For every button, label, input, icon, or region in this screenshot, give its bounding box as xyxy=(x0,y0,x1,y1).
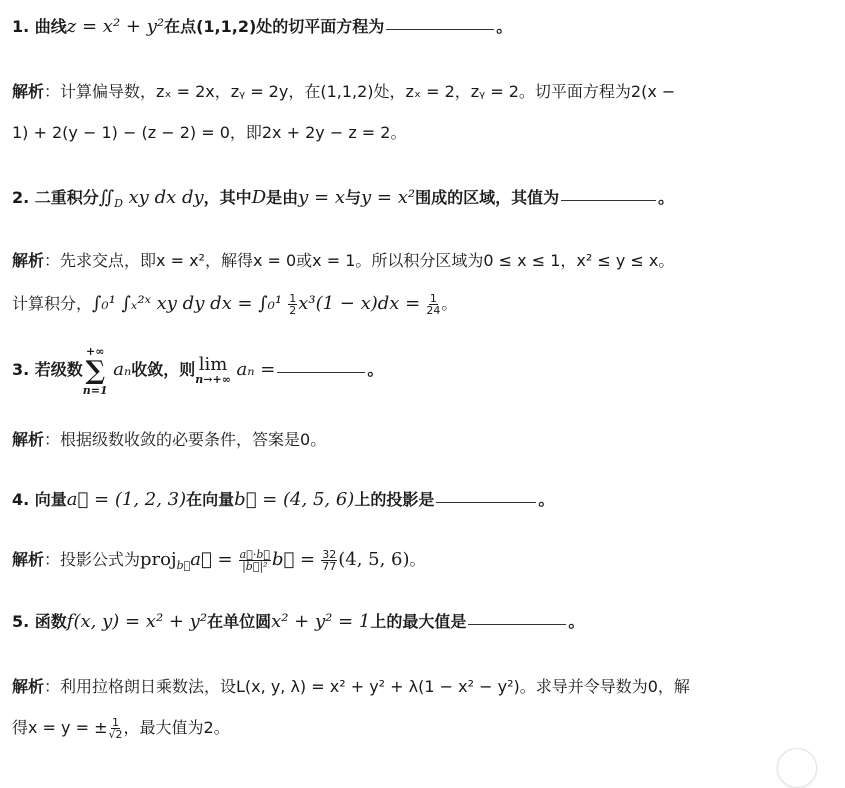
question-2-region-name: D xyxy=(251,187,267,208)
analysis-1-label: 解析 xyxy=(12,82,45,101)
integral-region: D xyxy=(114,197,123,210)
fraction-one-half xyxy=(288,293,297,316)
question-3-end: 。 xyxy=(367,360,384,379)
analysis-5-text-1: ：利用拉格朗日乘数法，设L(x, y, λ) = x² + y² + λ(1 − x² − y²)。求导并令导数为0，解 xyxy=(44,677,690,696)
question-2-text-1: ，其中 xyxy=(203,188,252,207)
question-1-text: 在点(1,1,2)处的切平面方程为 xyxy=(164,17,385,36)
question-1-end: 。 xyxy=(496,17,513,36)
vector-b: b⃗ = (4, 5, 6) xyxy=(234,489,355,510)
fraction-denominator: 24 xyxy=(426,304,441,317)
answer-blank-4 xyxy=(436,502,536,503)
answer-blank-5 xyxy=(468,624,566,625)
question-2-curve-1: y = x xyxy=(298,187,345,208)
sum-upper-limit: +∞ xyxy=(86,344,105,358)
analysis-5-line-1 xyxy=(12,675,690,699)
question-4 xyxy=(12,488,554,512)
fraction-denominator: |b⃗|² xyxy=(242,560,268,573)
analysis-4-eq: a⃗ = xyxy=(190,549,233,570)
question-2 xyxy=(12,186,674,216)
analysis-2-text-2: 计算积分， xyxy=(12,294,93,313)
analysis-2-integrand: x³(1 − x)dx = xyxy=(298,293,421,314)
question-1-label: 1. 曲线 xyxy=(12,17,67,36)
question-2-text-2: 是由 xyxy=(266,188,299,207)
question-2-text-3: 围成的区域，其值为 xyxy=(415,188,560,207)
question-5 xyxy=(12,610,584,634)
analysis-4-mid: b⃗ = xyxy=(271,549,316,570)
question-4-text-2: 上的投影是 xyxy=(354,490,435,509)
analysis-5-label: 解析 xyxy=(12,677,45,696)
analysis-2-text-1: ：先求交点，即x = x²，解得x = 0或x = 1。所以积分区域为0 ≤ x ≤ 1，x² ≤ y ≤ x。 xyxy=(44,251,675,270)
fraction-denominator: 77 xyxy=(322,560,337,573)
analysis-2-line-1 xyxy=(12,249,674,273)
question-4-label: 4. 向量 xyxy=(12,490,67,509)
question-1 xyxy=(12,15,512,39)
sum-lower-limit: n=1 xyxy=(82,383,108,397)
projection-operator: proj xyxy=(140,549,177,570)
analysis-4-text: ：投影公式为 xyxy=(44,550,141,569)
analysis-1-line-1 xyxy=(12,80,675,104)
question-5-text: 在单位圆 xyxy=(207,612,272,631)
answer-blank-1 xyxy=(386,29,494,30)
summation xyxy=(83,345,108,397)
question-2-text-and: 与 xyxy=(345,188,362,207)
analysis-5-text-3: ，最大值为2。 xyxy=(123,718,230,737)
answer-blank-2 xyxy=(561,200,656,201)
analysis-4-vector: (4, 5, 6) xyxy=(338,549,410,570)
vector-a: a⃗ = (1, 2, 3) xyxy=(66,489,187,510)
question-3 xyxy=(12,344,383,397)
analysis-2-line-2 xyxy=(12,292,457,316)
double-integral-icon: ∬ xyxy=(98,187,115,208)
question-3-term: aₙ = xyxy=(236,359,276,380)
question-2-label: 2. 二重积分 xyxy=(12,188,99,207)
question-2-curve-2: y = x² xyxy=(361,187,416,208)
analysis-2-label: 解析 xyxy=(12,251,45,270)
analysis-4-label: 解析 xyxy=(12,550,45,569)
analysis-2-integral: ∫₀¹ ∫ₓ²ˣ xy dy dx = ∫₀¹ xyxy=(92,293,283,314)
fraction-numerator: 1 xyxy=(112,716,120,729)
question-3-text: 收敛，则 xyxy=(131,360,196,379)
fraction-numerator: 1 xyxy=(429,292,437,305)
sigma-icon: ∑ xyxy=(85,355,106,386)
fraction-coefficient xyxy=(321,549,337,572)
limit-operator: lim xyxy=(198,353,228,375)
fraction-denominator: √2 xyxy=(108,728,123,741)
analysis-2-end: 。 xyxy=(441,294,458,313)
analysis-5-line-2 xyxy=(12,716,230,740)
floating-action-button[interactable] xyxy=(777,748,817,788)
fraction-projection xyxy=(239,549,271,572)
analysis-1-text-1: ：计算偏导数，zₓ = 2x，zᵧ = 2y，在(1,1,2)处，zₓ = 2，zᵧ = 2。切平面方程为2(x − xyxy=(44,82,676,101)
fraction-denominator: 2 xyxy=(289,304,297,317)
analysis-4 xyxy=(12,548,426,578)
fraction-result xyxy=(426,293,440,316)
limit xyxy=(195,353,231,386)
fraction-numerator: 1 xyxy=(289,292,297,305)
question-5-end: 。 xyxy=(568,612,585,631)
question-4-end: 。 xyxy=(538,490,555,509)
question-3-label: 3. 若级数 xyxy=(12,360,83,379)
analysis-5-text-2: 得x = y = ± xyxy=(12,718,108,737)
analysis-4-end: 。 xyxy=(409,550,426,569)
projection-subscript: b⃗ xyxy=(176,559,191,572)
question-4-text: 在向量 xyxy=(186,490,235,509)
analysis-1-line-2 xyxy=(12,121,406,145)
question-5-text-2: 上的最大值是 xyxy=(370,612,467,631)
fraction-numerator: 32 xyxy=(322,548,337,561)
question-2-end: 。 xyxy=(658,188,675,207)
limit-subscript: n→+∞ xyxy=(195,372,231,386)
question-5-label: 5. 函数 xyxy=(12,612,67,631)
fraction-numerator: a⃗·b⃗ xyxy=(239,548,270,561)
question-1-equation: z = x² + y² xyxy=(66,16,165,37)
analysis-3 xyxy=(12,428,326,452)
answer-blank-3 xyxy=(277,372,365,373)
analysis-3-text: ：根据级数收敛的必要条件，答案是0。 xyxy=(44,430,327,449)
analysis-3-label: 解析 xyxy=(12,430,45,449)
function-definition: f(x, y) = x² + y² xyxy=(66,611,208,632)
series-term: aₙ xyxy=(113,359,132,380)
analysis-1-text-2: 1) + 2(y − 1) − (z − 2) = 0，即2x + 2y − z = 2。 xyxy=(12,123,407,142)
unit-circle-equation: x² + y² = 1 xyxy=(271,611,371,632)
fraction-root xyxy=(109,717,123,740)
question-2-integrand: xy dx dy xyxy=(128,187,204,208)
